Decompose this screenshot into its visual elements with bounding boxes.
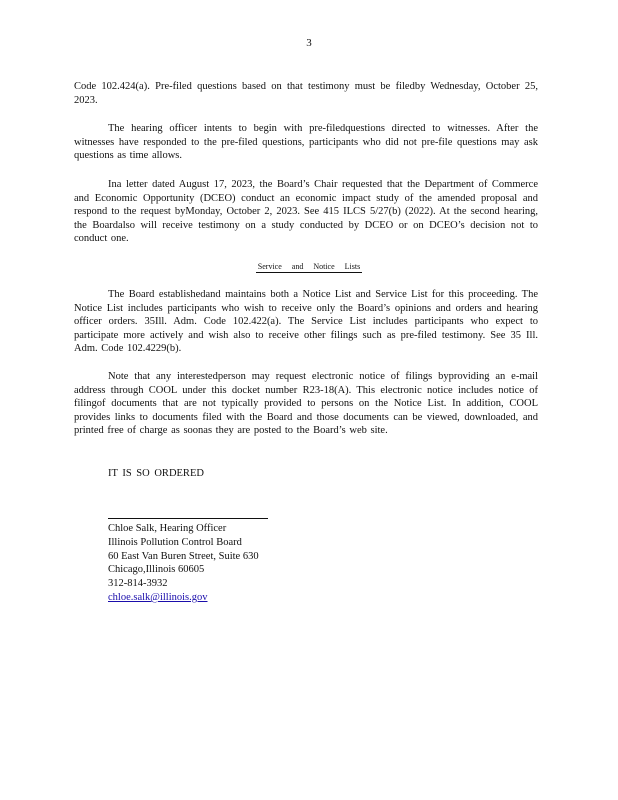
section-heading-text: Service and Notice Lists — [257, 262, 361, 271]
signer-phone: 312-814-3932 — [108, 578, 168, 590]
paragraph-dceo-study — [74, 178, 538, 246]
signature-block — [108, 522, 259, 605]
page-number: 3 — [306, 37, 312, 49]
paragraph-electronic-notice — [74, 370, 538, 438]
signer-email-link[interactable]: chloe.salk@illinois.gov — [108, 591, 208, 603]
paragraph-prefiled-questions-deadline — [74, 80, 538, 107]
section-heading — [0, 262, 618, 271]
paragraph-text: Code 102.424(a). Pre-filed questions based on that testimony must be filedby Wednesday, October 25, 2023. — [74, 81, 538, 106]
signer-city: Chicago,Illinois 60605 — [108, 564, 205, 576]
paragraph-hearing-officer — [74, 122, 538, 163]
paragraph-text: The Board establishedand maintains both a Notice List and Service List for this proceeding. The Notice List includes participants who wish to receive only the Board’s opinions and orders and hearing officer orders. 35Ill. Adm. Code 102.422(a). The Service List includes participants who expect to participate more actively and wish also to receive other filings such as pre-filed testimony. See 35 Ill. Adm. Code 102.4229(b). — [74, 289, 538, 355]
paragraph-text: Note that any interestedperson may request electronic notice of filings byproviding an e-mail address through COOL under this docket number R23-18(A). This electronic notice includes notice of filingof documents that are not typically provided to persons on the Notice List. In addition, COOL provides links to documents filed with the Board and those documents can be viewed, downloaded, and printed free of charge as soonas they are posted to the Board’s web site. — [74, 371, 538, 437]
paragraph-text: Ina letter dated August 17, 2023, the Board’s Chair requested that the Department of Commerce and Economic Opportunity (DCEO) conduct an economic impact study of the amended proposal and respond to the request byMonday, October 2, 2023. See 415 ILCS 5/27(b) (2022). At the second hearing, the Boardalso will receive testimony on a study conducted by DCEO or on DCEO’s decision not to conduct one. — [74, 179, 538, 245]
closing-statement: IT IS SO ORDERED — [108, 468, 204, 479]
signature-line — [108, 518, 268, 519]
signer-street: 60 East Van Buren Street, Suite 630 — [108, 550, 259, 562]
signer-name: Chloe Salk, Hearing Officer — [108, 523, 227, 534]
paragraph-notice-service-lists — [74, 288, 538, 356]
paragraph-text: The hearing officer intents to begin with pre-filedquestions directed to witnesses. After the witnesses have responded to the pre-filed questions, participants who did not pre-file questions may ask questions as time allows. — [74, 123, 538, 162]
signer-organization: Illinois Pollution Control Board — [108, 536, 242, 548]
